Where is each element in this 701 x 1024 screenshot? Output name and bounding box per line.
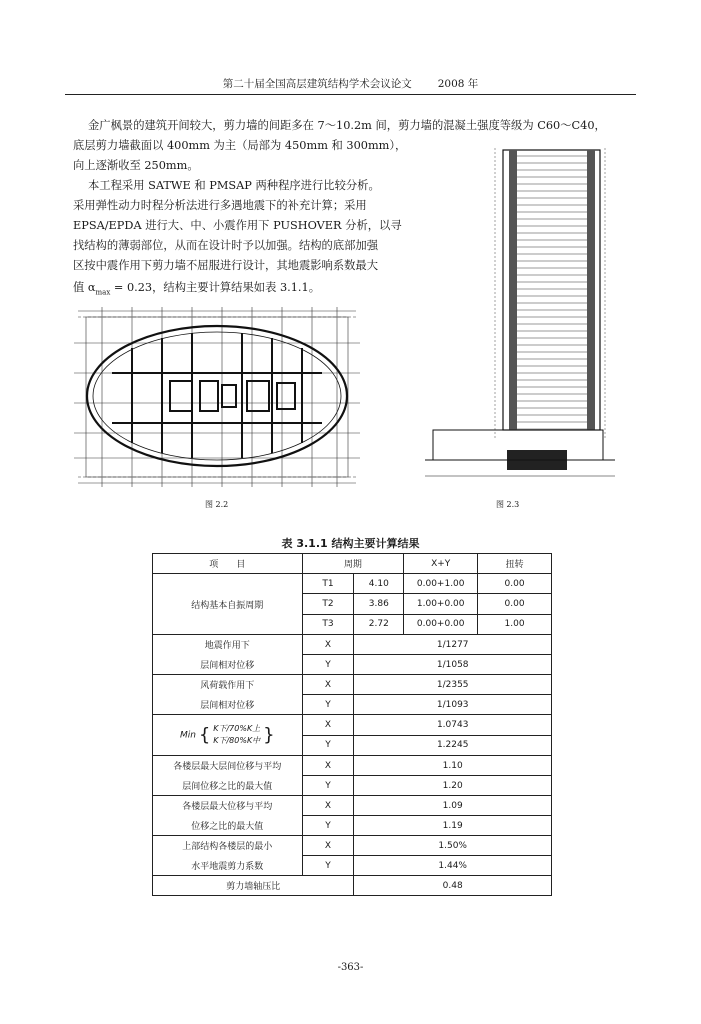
figure-2-3-caption: 图 2.3 xyxy=(496,500,520,509)
direction-y: Y xyxy=(302,695,354,715)
quake-label-1: 地震作用下 xyxy=(153,635,303,655)
paragraph-2-line-6 xyxy=(73,278,320,303)
ratio2-y-value: 1.19 xyxy=(354,816,552,836)
table-row xyxy=(153,836,552,856)
page-number: -363- xyxy=(337,962,364,973)
left-brace-icon: { xyxy=(198,724,211,746)
header-period: 周期 xyxy=(302,554,404,574)
period-torsion: 0.00 xyxy=(478,594,552,614)
ratio2-label-1: 各楼层最大位移与平均 xyxy=(153,796,303,816)
ratio1-label-1: 各楼层最大层间位移与平均 xyxy=(153,756,303,776)
direction-x: X xyxy=(302,715,354,736)
min-fractions xyxy=(213,723,260,747)
header-title: 第二十届全国高层建筑结构学术会议论文 xyxy=(222,78,412,90)
direction-y: Y xyxy=(302,735,354,756)
table-row xyxy=(153,796,552,816)
period-torsion: 1.00 xyxy=(478,614,552,634)
table-row xyxy=(153,655,552,675)
paragraph-2-line-6-rest: = 0.23，结构主要计算结果如表 3.1.1。 xyxy=(110,281,320,294)
wind-label-2: 层间相对位移 xyxy=(153,695,303,715)
period-value: 2.72 xyxy=(354,614,404,634)
figure-2-2-caption: 图 2.2 xyxy=(205,500,229,509)
shear-label-2: 水平地震剪力系数 xyxy=(153,856,303,876)
min-formula xyxy=(153,715,303,756)
min-formula-1: K下/70%K上 xyxy=(213,724,261,733)
period-torsion: 0.00 xyxy=(478,574,552,594)
table-row xyxy=(153,816,552,836)
header-xy: X+Y xyxy=(404,554,478,574)
elevation-figure xyxy=(425,140,615,486)
period-label: 结构基本自振周期 xyxy=(153,574,303,635)
direction-y: Y xyxy=(302,816,354,836)
table-row xyxy=(153,756,552,776)
header-year: 2008 年 xyxy=(437,78,479,90)
shear-x-value: 1.50% xyxy=(354,836,552,856)
table-row xyxy=(153,635,552,655)
quake-label-2: 层间相对位移 xyxy=(153,655,303,675)
header-torsion: 扭转 xyxy=(478,554,552,574)
direction-x: X xyxy=(302,836,354,856)
min-label: Min xyxy=(180,730,197,741)
floor-plan-figure xyxy=(72,303,362,490)
shear-label-1: 上部结构各楼层的最小 xyxy=(153,836,303,856)
table-row xyxy=(153,876,552,896)
min-formula-2: K下/80%K中 xyxy=(213,736,261,745)
direction-x: X xyxy=(302,796,354,816)
paragraph-1-line-3: 向上逐渐收至 250mm。 xyxy=(73,159,199,172)
period-xy: 0.00+1.00 xyxy=(404,574,478,594)
paragraph-2-line-2: 采用弹性动力时程分析法进行多遇地震下的补充计算；采用 xyxy=(73,199,367,212)
alpha-symbol: 值 α xyxy=(73,281,96,294)
period-mode: T2 xyxy=(302,594,354,614)
axial-label: 剪力墙轴压比 xyxy=(153,876,354,896)
min-y-value: 1.2245 xyxy=(354,735,552,756)
table-title: 表 3.1.1 结构主要计算结果 xyxy=(281,537,420,550)
axial-value: 0.48 xyxy=(354,876,552,896)
period-mode: T3 xyxy=(302,614,354,634)
table-row xyxy=(153,695,552,715)
direction-y: Y xyxy=(302,776,354,796)
paragraph-2-line-3: EPSA/EPDA 进行大、中、小震作用下 PUSHOVER 分析，以寻 xyxy=(73,219,402,232)
paragraph-2-line-4: 找结构的薄弱部位，从而在设计时予以加强。结构的底部加强 xyxy=(73,239,379,252)
right-brace-icon: } xyxy=(263,724,275,746)
wind-x-value: 1/2355 xyxy=(354,675,552,695)
min-x-value: 1.0743 xyxy=(354,715,552,736)
direction-y: Y xyxy=(302,856,354,876)
direction-x: X xyxy=(302,675,354,695)
paragraph-2-line-5: 区按中震作用下剪力墙不屈服进行设计，其地震影响系数最大 xyxy=(73,259,379,272)
table-row xyxy=(153,715,552,736)
ratio1-x-value: 1.10 xyxy=(354,756,552,776)
direction-x: X xyxy=(302,756,354,776)
results-table xyxy=(152,553,552,896)
quake-x-value: 1/1277 xyxy=(354,635,552,655)
ratio2-label-2: 位移之比的最大值 xyxy=(153,816,303,836)
table-row xyxy=(153,856,552,876)
period-value: 3.86 xyxy=(354,594,404,614)
period-xy: 1.00+0.00 xyxy=(404,594,478,614)
direction-x: X xyxy=(302,635,354,655)
running-header xyxy=(65,74,636,95)
table-row xyxy=(153,675,552,695)
period-xy: 0.00+0.00 xyxy=(404,614,478,634)
shear-y-value: 1.44% xyxy=(354,856,552,876)
table-row xyxy=(153,574,552,594)
paragraph-2-line-1: 本工程采用 SATWE 和 PMSAP 两种程序进行比较分析。 xyxy=(88,179,380,192)
table-header-row xyxy=(153,554,552,574)
ratio2-x-value: 1.09 xyxy=(354,796,552,816)
paragraph-1-line-2: 底层剪力墙截面以 400mm 为主（局部为 450mm 和 300mm）， xyxy=(73,139,407,152)
wind-y-value: 1/1093 xyxy=(354,695,552,715)
ratio1-label-2: 层间位移之比的最大值 xyxy=(153,776,303,796)
wind-label-1: 风荷载作用下 xyxy=(153,675,303,695)
quake-y-value: 1/1058 xyxy=(354,655,552,675)
paragraph-1-line-1: 金广枫景的建筑开间较大，剪力墙的间距多在 7～10.2m 间，剪力墙的混凝土强度等级为 C60～C40， xyxy=(88,119,606,132)
alpha-subscript: max xyxy=(95,288,111,297)
period-value: 4.10 xyxy=(354,574,404,594)
ratio1-y-value: 1.20 xyxy=(354,776,552,796)
table-row xyxy=(153,776,552,796)
header-item: 项 目 xyxy=(153,554,303,574)
period-mode: T1 xyxy=(302,574,354,594)
direction-y: Y xyxy=(302,655,354,675)
